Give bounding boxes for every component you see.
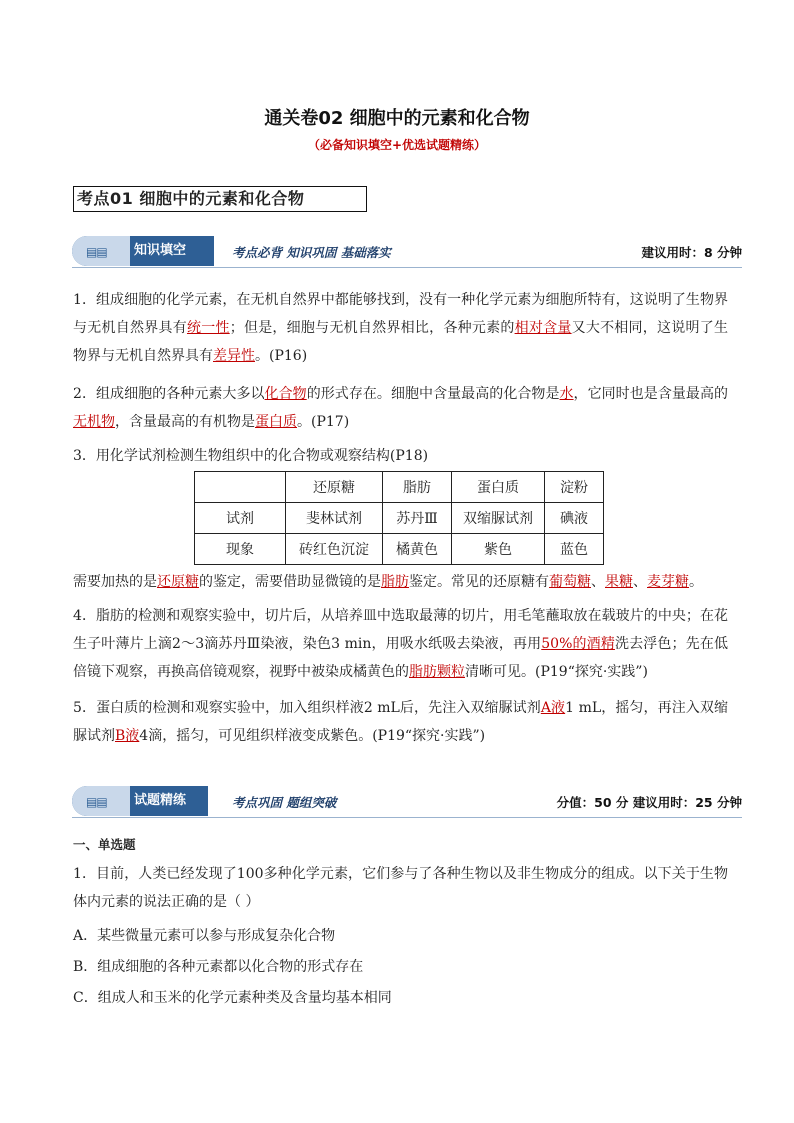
answer-blank: 还原糖	[157, 574, 199, 590]
p4-text: 洗去浮色；先在低倍镜下观察，再换高倍镜观察，视野中被染成橘黄色的	[73, 636, 728, 680]
p1-text: 1．组成细胞的化学元素，在无机自然界中都能够找到，没有一种化学元素为细胞所特有，这说明了生物界与无机自然界具有	[73, 292, 728, 336]
answer-blank: 葡萄糖	[549, 574, 591, 590]
banner-label: 知识填空	[134, 243, 187, 258]
reagent-table	[194, 471, 604, 565]
p1-text: 。(P16)	[255, 348, 308, 364]
book-icon: ▤▤	[86, 795, 107, 809]
table-cell: 紫色	[452, 534, 545, 565]
banner-label: 试题精练	[134, 793, 187, 808]
paragraph-5	[73, 694, 728, 750]
option-a[interactable]: A．某些微量元素可以参与形成复杂化合物	[73, 928, 336, 944]
table-cell: 淀粉	[545, 472, 604, 503]
table-cell: 碘液	[545, 503, 604, 534]
page-title: 通关卷02 细胞中的元素和化合物	[264, 108, 530, 129]
p1-text: ；但是，细胞与无机自然界相比，各种元素的	[229, 320, 515, 336]
text: 的鉴定，需要借助显微镜的是	[199, 574, 381, 590]
answer-blank: 无机物	[73, 414, 115, 430]
table-header-row	[195, 472, 604, 503]
answer-blank: 脂肪颗粒	[409, 664, 465, 680]
answer-blank: 蛋白质	[255, 414, 297, 430]
table-cell	[195, 472, 286, 503]
section-title: 一、单选题	[73, 837, 136, 852]
text: 、	[591, 574, 605, 590]
option-c[interactable]: C．组成人和玉米的化学元素种类及含量均基本相同	[73, 990, 392, 1006]
answer-blank: 统一性	[186, 320, 230, 336]
answer-blank: 水	[559, 386, 574, 402]
p2-text: ，含量最高的有机物是	[115, 414, 255, 430]
table-cell: 橘黄色	[383, 534, 452, 565]
text: 鉴定。常见的还原糖有	[409, 574, 549, 590]
banner-divider	[72, 817, 742, 818]
banner-slogan: 考点必背 知识巩固 基础落实	[232, 245, 391, 260]
answer-blank: 化合物	[264, 386, 307, 402]
question-stem: 1．目前，人类已经发现了100多种化学元素，它们参与了各种生物以及非生物成分的组成。以下关于生物体内元素的说法正确的是（ ）	[73, 866, 728, 910]
table-cell: 斐林试剂	[286, 503, 383, 534]
p3-text: 3．用化学试剂检测生物组织中的化合物或观察结构(P18)	[73, 448, 429, 464]
page-subtitle: （必备知识填空+优选试题精练）	[307, 138, 487, 152]
answer-blank: 50%的酒精	[541, 636, 615, 652]
table-cell: 蓝色	[545, 534, 604, 565]
answer-blank: 麦芽糖	[647, 574, 689, 590]
p5-text: 5．蛋白质的检测和观察实验中，加入组织样液2 mL后，先注入双缩脲试剂	[73, 700, 541, 716]
p5-text: 1 mL，摇匀，再注入双缩脲试剂	[73, 700, 728, 744]
p1-text: 又大不相同，这说明了生物界与无机自然界具有	[73, 320, 729, 364]
p2-text: 的形式存在。细胞中含量最高的化合物是	[306, 386, 560, 402]
table-cell: 砖红色沉淀	[286, 534, 383, 565]
paragraph-2	[73, 380, 728, 436]
table-row	[195, 534, 604, 565]
banner-slogan: 考点巩固 题组突破	[232, 795, 337, 810]
answer-blank: A液	[540, 700, 566, 716]
table-cell: 试剂	[195, 503, 286, 534]
text: 。	[689, 574, 703, 590]
kaodian-heading: 考点01 细胞中的元素和化合物	[73, 186, 367, 212]
table-cell: 蛋白质	[452, 472, 545, 503]
table-cell: 脂肪	[383, 472, 452, 503]
table-cell: 还原糖	[286, 472, 383, 503]
banner-time: 建议用时：8 分钟	[641, 245, 742, 260]
book-icon: ▤▤	[86, 245, 107, 259]
p5-text: 4滴，摇匀，可见组织样液变成紫色。(P19“探究·实践”)	[139, 728, 486, 744]
option-b[interactable]: B．组成细胞的各种元素都以化合物的形式存在	[73, 959, 364, 975]
banner-time: 分值：50 分 建议用时：25 分钟	[556, 795, 742, 810]
paragraph-3	[73, 442, 728, 470]
text: 、	[633, 574, 647, 590]
knowledge-banner	[72, 234, 742, 268]
p4-text: 4．脂肪的检测和观察实验中，切片后，从培养皿中选取最薄的切片，用毛笔蘸取放在载玻片的中央；在花生子叶薄片上滴2～3滴苏丹Ⅲ染液，染色3 min，用吸水纸吸去染液，再用	[73, 608, 728, 652]
table-cell: 苏丹Ⅲ	[383, 503, 452, 534]
p4-text: 清晰可见。(P19“探究·实践”)	[465, 664, 648, 680]
answer-blank: 差异性	[213, 348, 255, 364]
paragraph-1	[73, 286, 728, 370]
paragraph-after-table	[73, 568, 728, 596]
table-cell: 双缩脲试剂	[452, 503, 545, 534]
text: 需要加热的是	[73, 574, 157, 590]
answer-blank: 果糖	[605, 574, 633, 590]
answer-blank: 相对含量	[514, 320, 572, 336]
banner-divider	[72, 267, 742, 268]
p2-text: 2．组成细胞的各种元素大多以	[73, 386, 265, 402]
answer-blank: B液	[115, 728, 140, 744]
table-row	[195, 503, 604, 534]
p2-text: 。(P17)	[297, 414, 350, 430]
p2-text: ，它同时也是含量最高的	[573, 386, 728, 402]
answer-blank: 脂肪	[381, 574, 409, 590]
table-cell: 现象	[195, 534, 286, 565]
practice-banner	[72, 784, 742, 818]
paragraph-4	[73, 602, 728, 686]
